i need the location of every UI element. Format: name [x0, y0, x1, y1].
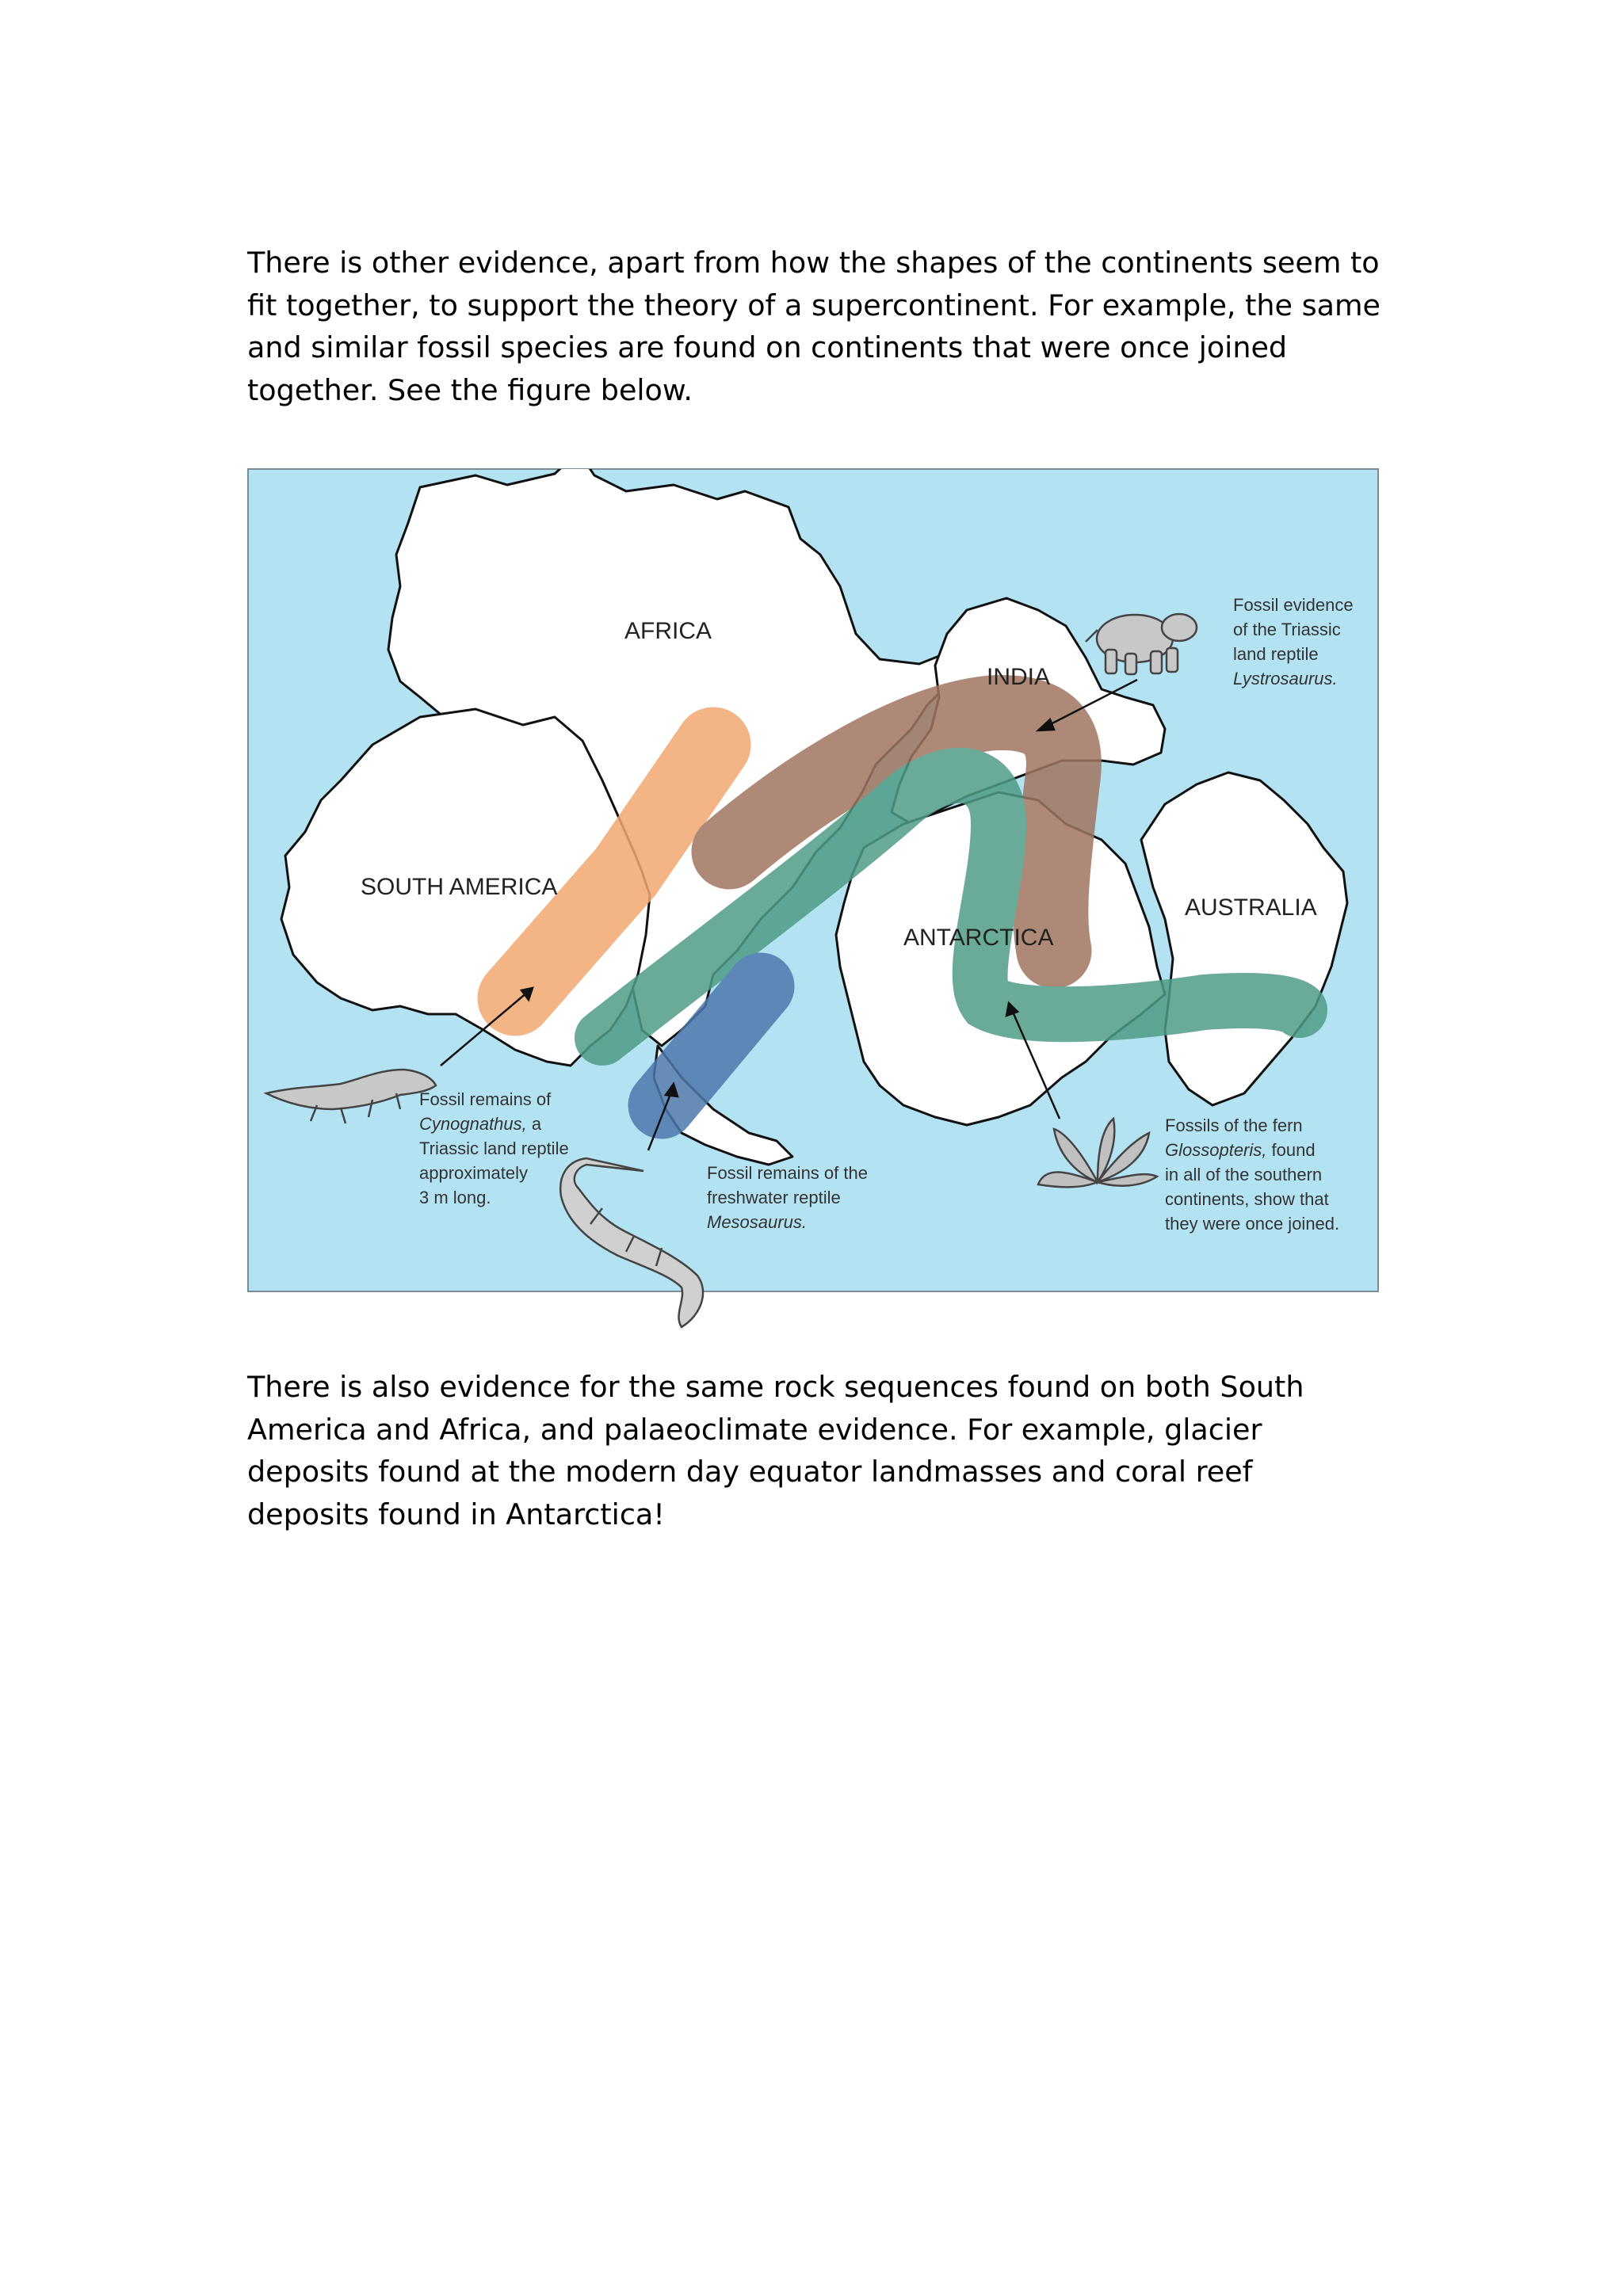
- caption-cynognathus-line3: Triassic land reptile: [419, 1138, 569, 1158]
- caption-mesosaurus-line1: Fossil remains of the: [707, 1163, 868, 1183]
- label-india: INDIA: [987, 664, 1051, 690]
- caption-lystrosaurus-line2: of the Triassic: [1233, 620, 1341, 639]
- caption-lystrosaurus-line1: Fossil evidence: [1233, 595, 1354, 615]
- caption-glossopteris-line1: Fossils of the fern: [1165, 1116, 1303, 1135]
- caption-lystrosaurus-line3: land reptile: [1233, 644, 1319, 664]
- caption-glossopteris-line2: [1165, 1140, 1316, 1160]
- caption-glossopteris-species: Glossopteris,: [1165, 1140, 1267, 1160]
- label-australia: AUSTRALIA: [1185, 894, 1317, 921]
- caption-glossopteris-line4: continents, show that: [1165, 1189, 1329, 1209]
- caption-glossopteris-line3: in all of the southern: [1165, 1165, 1323, 1184]
- label-south-america: SOUTH AMERICA: [361, 874, 558, 900]
- caption-mesosaurus-line3: Mesosaurus.: [707, 1212, 807, 1232]
- outro-paragraph: There is also evidence for the same rock sequences found on both South America and Africa, and palaeoclimate evidence. For example, glacier deposits found at the modern day equator landmasses and coral reef deposits found in Antarctica!: [247, 1370, 1304, 1531]
- caption-cynognathus-line2-rest: a: [526, 1114, 542, 1134]
- caption-cynognathus-line1: Fossil remains of: [419, 1089, 552, 1109]
- label-antarctica: ANTARCTICA: [903, 925, 1054, 951]
- label-africa: AFRICA: [624, 618, 712, 644]
- caption-mesosaurus-line2: freshwater reptile: [707, 1188, 841, 1207]
- caption-cynognathus-line4: approximately: [419, 1163, 528, 1183]
- caption-cynognathus-line2: [419, 1114, 542, 1134]
- caption-glossopteris-line5: they were once joined.: [1165, 1214, 1340, 1234]
- caption-glossopteris-line2-rest: found: [1266, 1140, 1316, 1160]
- caption-lystrosaurus-line4: Lystrosaurus.: [1233, 669, 1338, 688]
- caption-cynognathus-line5: 3 m long.: [419, 1188, 491, 1207]
- intro-paragraph: There is other evidence, apart from how the shapes of the continents seem to fit together, to support the theory of a supercontinent. For example, the same and similar fossil species are found on continents that were once joined together. See the figure below.: [247, 246, 1381, 407]
- caption-cynognathus-species: Cynognathus,: [419, 1114, 527, 1134]
